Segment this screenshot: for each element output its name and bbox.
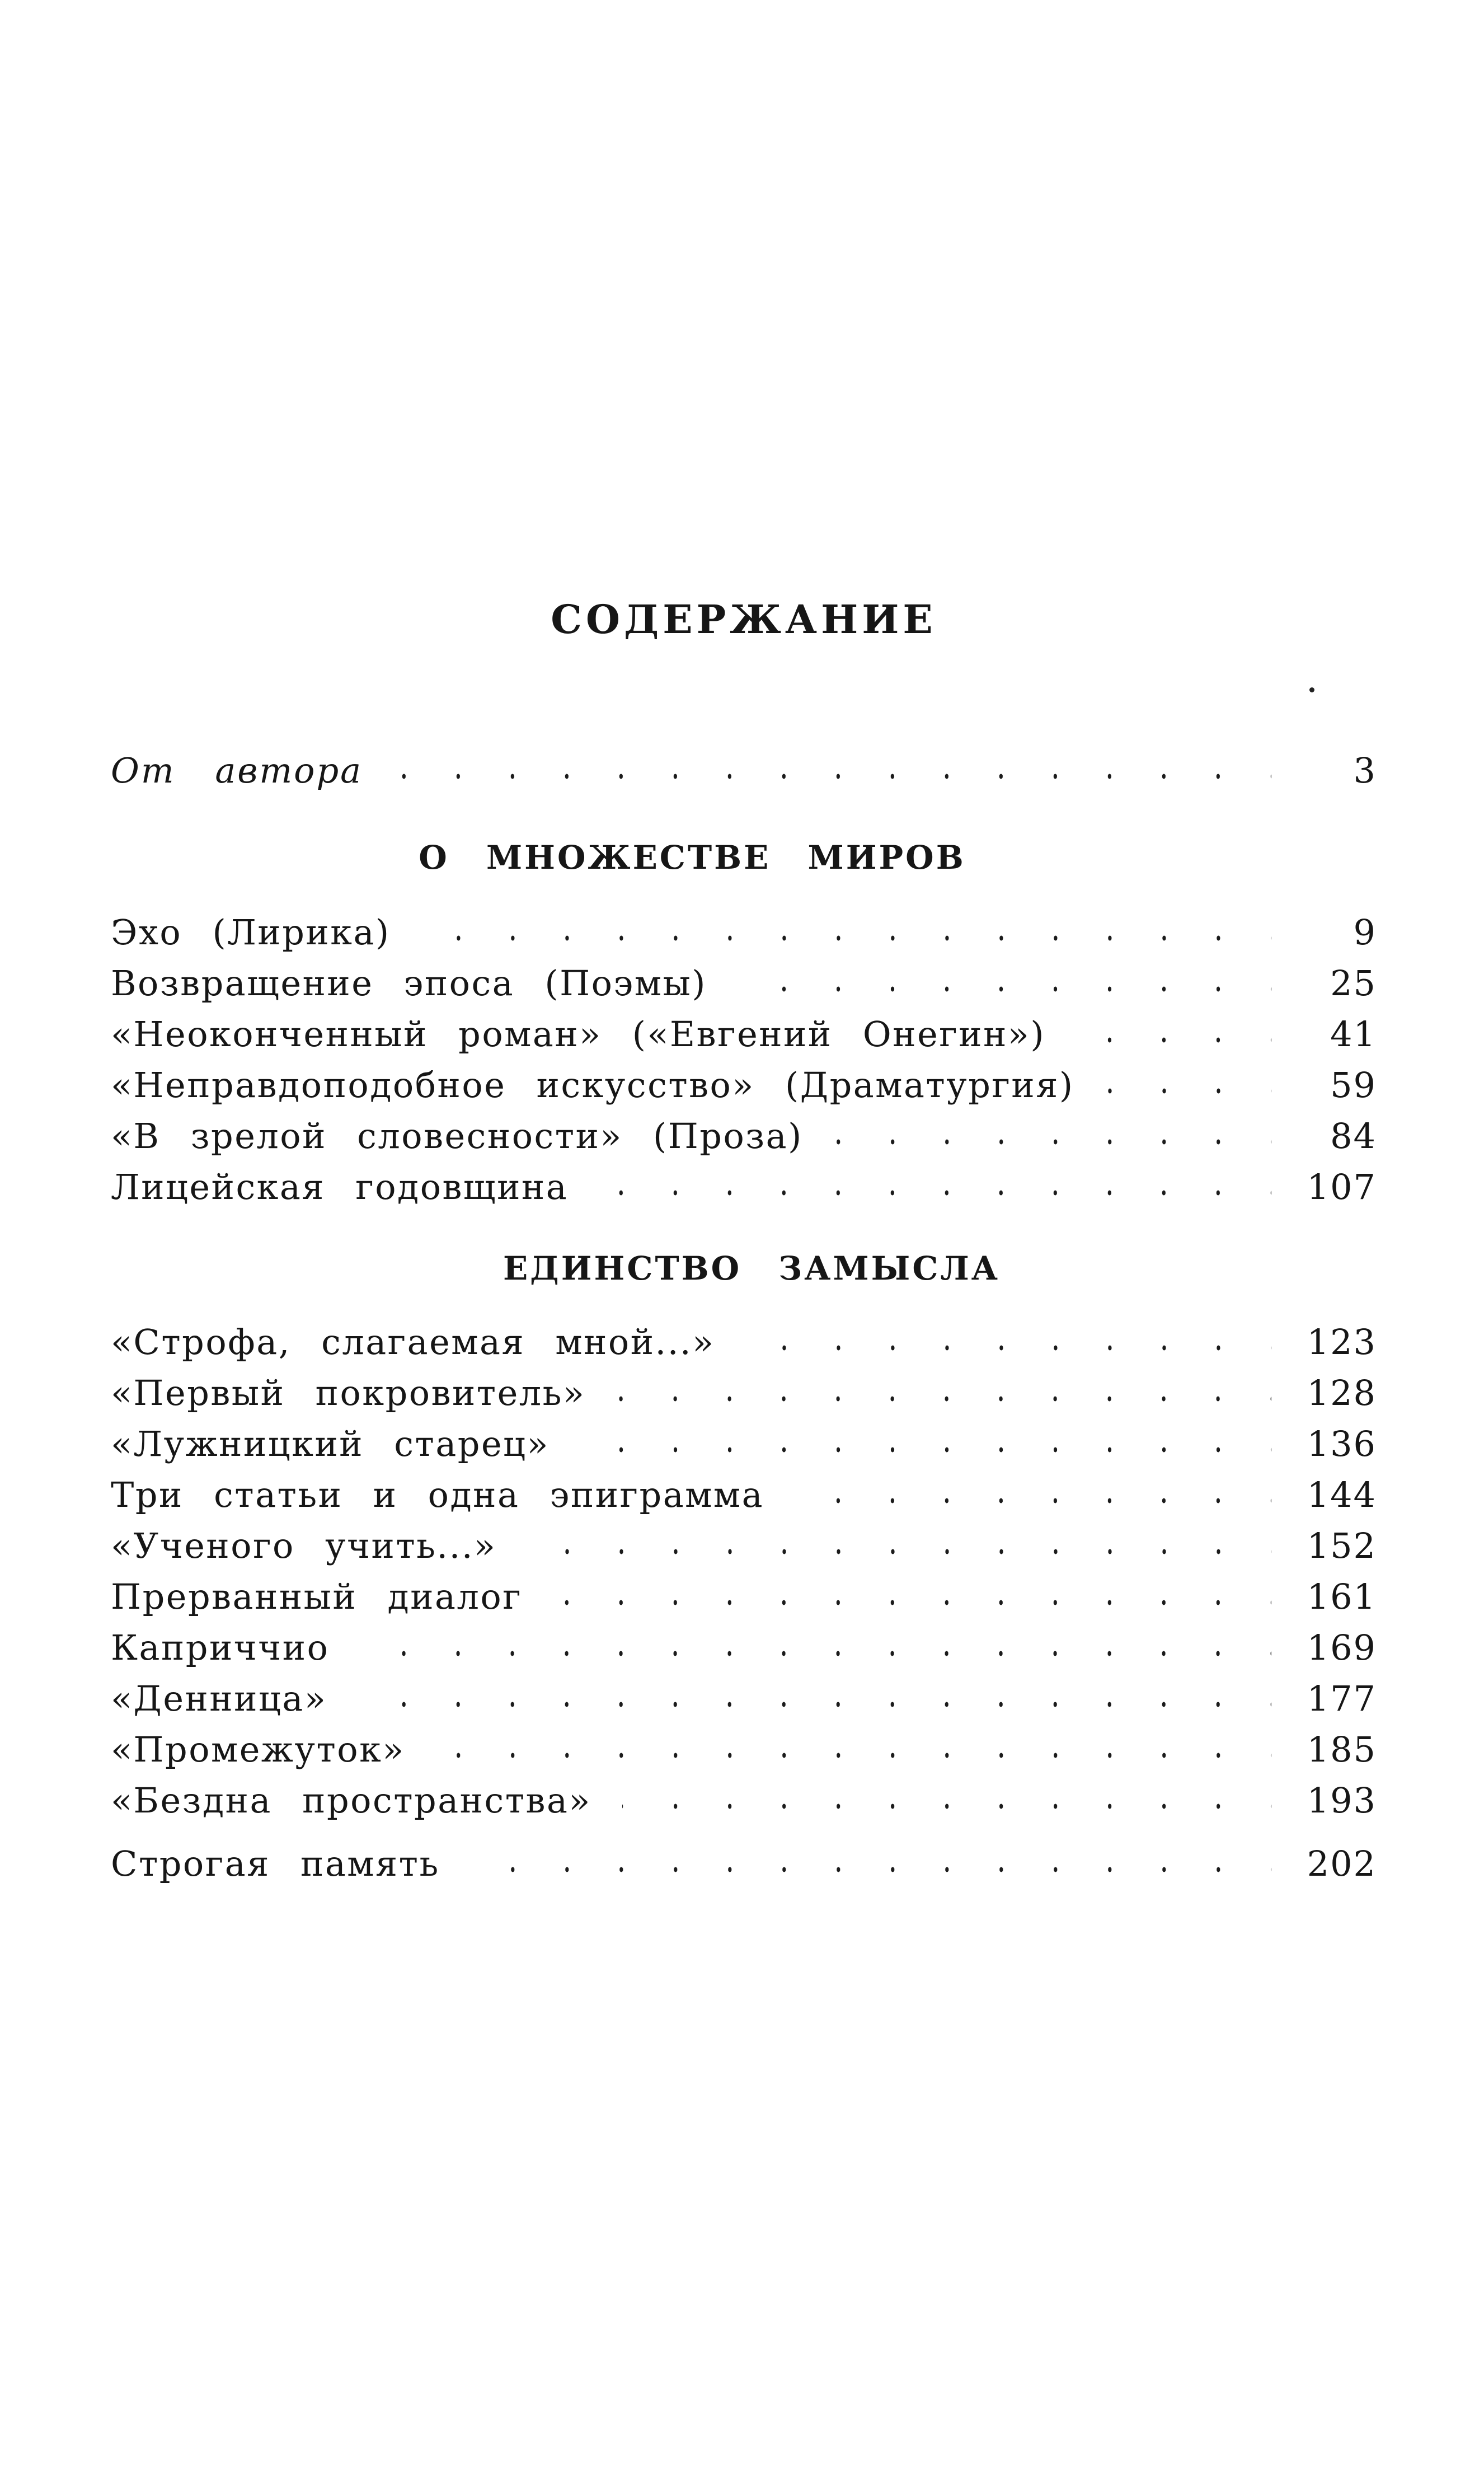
toc-entry-page: 144 bbox=[1307, 1474, 1377, 1516]
toc-entry bbox=[111, 1053, 1377, 1104]
dot-leader bbox=[471, 1866, 1271, 1883]
toc-entry bbox=[111, 1003, 1377, 1053]
toc-entry-label: От автора bbox=[111, 750, 363, 791]
dot-leader bbox=[1076, 1037, 1271, 1053]
dot-leader bbox=[599, 1189, 1271, 1206]
toc-entry-label: Строгая память bbox=[111, 1843, 440, 1885]
toc-entry bbox=[111, 1667, 1377, 1718]
toc-entry bbox=[111, 1769, 1377, 1820]
toc-entry-page: 136 bbox=[1307, 1423, 1377, 1465]
dot-leader bbox=[436, 1752, 1271, 1769]
dot-leader bbox=[358, 1701, 1271, 1718]
toc-entry-label: Лицейская годовщина bbox=[111, 1167, 569, 1208]
toc-entry bbox=[111, 952, 1377, 1003]
toc-entry-label: «Строфа, слагаемая мной...» bbox=[111, 1322, 715, 1363]
toc-entry-label: «Неоконченный роман» («Евгений Онегин») bbox=[111, 1014, 1046, 1055]
toc-entry-page: 169 bbox=[1307, 1627, 1377, 1669]
toc-entry-label: Возвращение эпоса (Поэмы) bbox=[111, 963, 707, 1004]
toc-entry bbox=[111, 1565, 1377, 1616]
section-heading: ЕДИНСТВО ЗАМЫСЛА bbox=[503, 1249, 1001, 1287]
toc-entry-page: 193 bbox=[1307, 1780, 1377, 1821]
toc-entry bbox=[111, 1412, 1377, 1463]
dot-leader bbox=[421, 935, 1271, 952]
toc-entry-page: 152 bbox=[1307, 1525, 1377, 1567]
toc-entry-label: «Ученого учить...» bbox=[111, 1525, 497, 1567]
toc-entry-label: Каприччио bbox=[111, 1627, 330, 1669]
section-entries bbox=[111, 1310, 1377, 1820]
toc-entry-page: 9 bbox=[1353, 912, 1377, 953]
section-entries bbox=[111, 901, 1377, 1206]
toc-entry bbox=[111, 901, 1377, 952]
toc-entry-label: «Лужницкий старец» bbox=[111, 1423, 550, 1465]
section-heading: О МНОЖЕСТВЕ МИРОВ bbox=[419, 839, 966, 877]
dot-leader bbox=[834, 1139, 1271, 1155]
toc-entry bbox=[111, 1514, 1377, 1565]
toc-entry bbox=[111, 1104, 1377, 1155]
toc-entry bbox=[111, 1718, 1377, 1769]
toc-entry-label: «Денница» bbox=[111, 1678, 327, 1720]
toc-entry-label: «В зрелой словесности» (Проза) bbox=[111, 1116, 803, 1157]
toc-entry-label: Три статьи и одна эпиграмма bbox=[111, 1474, 764, 1516]
dot-leader bbox=[795, 1497, 1271, 1514]
toc-entry-closing bbox=[111, 1832, 1377, 1883]
contents-column bbox=[111, 0, 1377, 1883]
dot-leader bbox=[622, 1803, 1271, 1820]
toc-entry bbox=[111, 1310, 1377, 1361]
dot-leader bbox=[360, 1650, 1271, 1667]
dot-leader bbox=[580, 1446, 1271, 1463]
dot-leader bbox=[1105, 1088, 1271, 1104]
toc-entry-label: «Неправдоподобное искусство» (Драматургия) bbox=[111, 1065, 1074, 1106]
dot-leader bbox=[393, 773, 1271, 790]
dot-leader bbox=[553, 1599, 1271, 1616]
toc-entry-page: 107 bbox=[1307, 1167, 1377, 1208]
toc-entry bbox=[111, 1463, 1377, 1514]
toc-entry bbox=[111, 1616, 1377, 1667]
dot-leader bbox=[616, 1395, 1271, 1412]
toc-entry-page: 3 bbox=[1353, 750, 1377, 791]
toc-entry-page: 177 bbox=[1307, 1678, 1377, 1720]
toc-entry-label: «Бездна пространства» bbox=[111, 1780, 591, 1821]
dot-leader bbox=[746, 1345, 1271, 1361]
toc-entry-label: «Первый покровитель» bbox=[111, 1373, 586, 1414]
toc-entry-label: Эхо (Лирика) bbox=[111, 912, 391, 953]
dot-leader bbox=[528, 1548, 1272, 1565]
toc-entry-page: 59 bbox=[1330, 1065, 1377, 1106]
toc-entry-page: 161 bbox=[1307, 1576, 1377, 1618]
toc-entry bbox=[111, 1155, 1377, 1206]
dot-leader bbox=[738, 986, 1271, 1003]
toc-entry-page: 25 bbox=[1330, 963, 1377, 1004]
toc-entry-page: 128 bbox=[1307, 1373, 1377, 1414]
toc-entry bbox=[111, 1361, 1377, 1412]
page-title: СОДЕРЖАНИЕ bbox=[551, 596, 937, 643]
toc-entry-page: 41 bbox=[1330, 1014, 1377, 1055]
toc-entry-preface bbox=[111, 739, 1377, 790]
toc-entry-label: «Промежуток» bbox=[111, 1729, 405, 1770]
toc-entry-page: 202 bbox=[1307, 1843, 1377, 1885]
toc-entry-label: Прерванный диалог bbox=[111, 1576, 523, 1618]
toc-entry-page: 123 bbox=[1307, 1322, 1377, 1363]
toc-entry-page: 185 bbox=[1307, 1729, 1377, 1770]
toc-entry-page: 84 bbox=[1330, 1116, 1377, 1157]
